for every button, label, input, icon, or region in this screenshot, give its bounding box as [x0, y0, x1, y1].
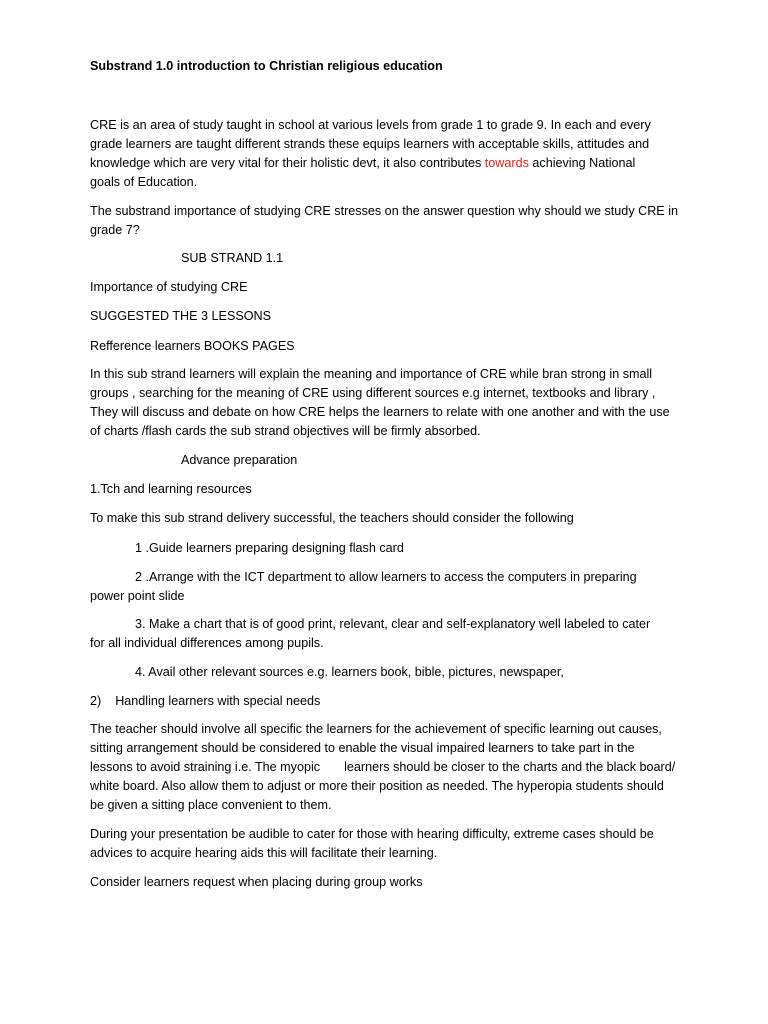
resource-item-2-line-2: power point slide: [90, 589, 185, 603]
special-needs-p1-line-3-end: learners should be closer to the charts and the black board/: [344, 760, 676, 774]
resource-item-3-line-2: for all individual differences among pupils.: [90, 636, 324, 650]
special-needs-p2-line-1: During your presentation be audible to cater for those with hearing difficulty, extreme cases should be: [90, 827, 654, 841]
intro-line-3-end: achieving National: [528, 156, 636, 170]
document-title: Substrand 1.0 introduction to Christian religious education: [90, 59, 443, 73]
resources-heading: 1.Tch and learning resources: [90, 482, 252, 496]
lessons-heading: SUGGESTED THE 3 LESSONS: [90, 309, 272, 323]
resource-item-2-line-1: 2 .Arrange with the ICT department to allow learners to access the computers in preparing: [135, 570, 637, 584]
intro-line-3: [90, 154, 690, 173]
resources-intro: To make this sub strand delivery successful, the teachers should consider the following: [90, 511, 574, 525]
special-needs-p1-line-3-start: lessons to avoid straining i.e. The myopic: [90, 760, 321, 774]
importance-heading: Importance of studying CRE: [90, 280, 248, 294]
special-needs-p3: Consider learners request when placing during group works: [90, 875, 423, 889]
special-needs-p1-line-4: white board. Also allow them to adjust or more their position as needed. The hyperopia students should: [90, 779, 664, 793]
overview-line-2: groups , searching for the meaning of CRE using different sources e.g internet, textbooks and library ,: [90, 386, 656, 400]
overview-line-4: of charts /flash cards the sub strand objectives will be firmly absorbed.: [90, 424, 481, 438]
resource-item-1: 1 .Guide learners preparing designing flash card: [135, 541, 404, 555]
intro-line-1: CRE is an area of study taught in school at various levels from grade 1 to grade 9. In each and every: [90, 118, 651, 132]
overview-line-3: They will discuss and debate on how CRE helps the learners to relate with one another and with the use: [90, 405, 670, 419]
special-needs-p1-line-5: be given a sitting place convenient to them.: [90, 798, 332, 812]
overview-line-1: In this sub strand learners will explain the meaning and importance of CRE while bran strong in small: [90, 367, 653, 381]
highlighted-word: towards: [484, 156, 529, 170]
advance-preparation-heading: Advance preparation: [181, 453, 298, 467]
purpose-line-2: grade 7?: [90, 223, 140, 237]
intro-line-3-start: knowledge which are very vital for their holistic devt, it also contributes: [90, 156, 485, 170]
special-needs-p2-line-2: advices to acquire hearing aids this will facilitate their learning.: [90, 846, 438, 860]
reference-line: Refference learners BOOKS PAGES: [90, 339, 295, 353]
special-needs-heading: [90, 692, 690, 711]
resource-item-4: 4. Avail other relevant sources e.g. learners book, bible, pictures, newspaper,: [135, 665, 564, 679]
special-needs-p1-line-1: The teacher should involve all specific the learners for the achievement of specific learning out causes,: [90, 722, 662, 736]
special-needs-p1-line-3: [90, 758, 690, 777]
intro-line-4: goals of Education.: [90, 175, 198, 189]
sub-strand-heading: SUB STRAND 1.1: [181, 251, 284, 265]
special-needs-p1-line-2: sitting arrangement should be considered to enable the visual impaired learners to take part in the: [90, 741, 635, 755]
special-needs-number: 2): [90, 694, 102, 708]
special-needs-title: Handling learners with special needs: [115, 694, 321, 708]
intro-line-2: grade learners are taught different strands these equips learners with acceptable skills, attitudes and: [90, 137, 650, 151]
resource-item-3-line-1: 3. Make a chart that is of good print, relevant, clear and self-explanatory well labeled to cater: [135, 617, 651, 631]
purpose-line-1: The substrand importance of studying CRE stresses on the answer question why should we study CRE in: [90, 204, 679, 218]
